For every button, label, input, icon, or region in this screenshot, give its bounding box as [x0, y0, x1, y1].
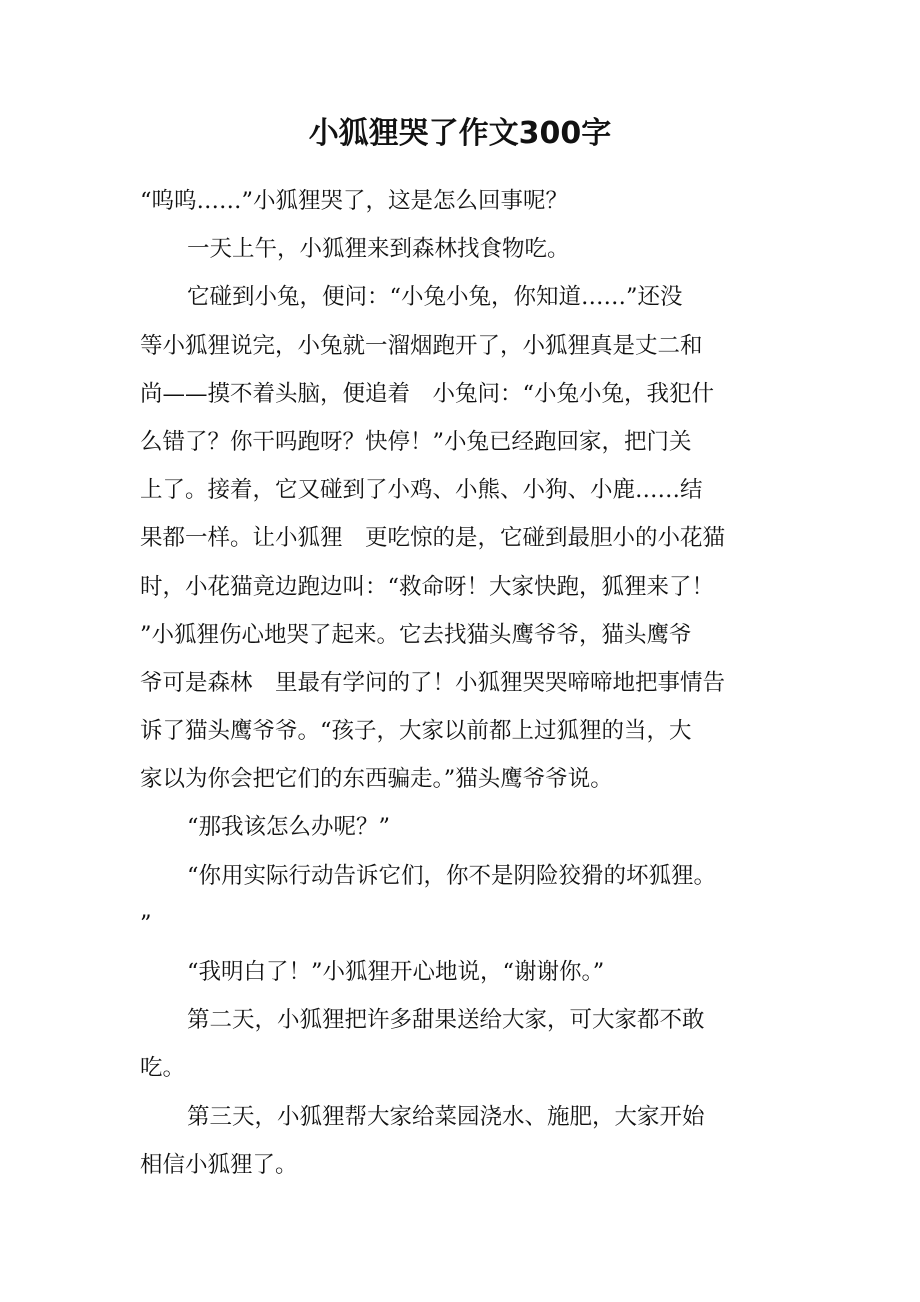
text-line: “呜呜……”小狐狸哭了，这是怎么回事呢？: [140, 188, 569, 214]
text-line: 相信小狐狸了。: [140, 1151, 298, 1178]
text-line: 爷可是森林 里最有学问的了！小狐狸哭哭啼啼地把事情告: [140, 669, 726, 696]
text-line: 一天上午，小狐狸来到森林找食物吃。: [187, 236, 570, 263]
text-line: 时，小花猫竟边跑边叫：“救命呀！大家快跑，狐狸来了！: [140, 573, 715, 600]
document-body: [140, 177, 790, 1189]
text-line: 诉了猫头鹰爷爷。“孩子，大家以前都上过狐狸的当，大: [140, 718, 692, 745]
text-line: “你用实际行动告诉它们，你不是阴险狡猾的坏狐狸。: [187, 862, 717, 889]
text-line: 上了。接着，它又碰到了小鸡、小熊、小狗、小鹿……结: [140, 477, 703, 504]
text-line: 等小狐狸说完，小兔就一溜烟跑开了，小狐狸真是丈二和: [140, 332, 703, 359]
text-line: 尚——摸不着头脑，便追着 小兔问：“小兔小兔，我犯什: [140, 380, 715, 407]
document-title: 小狐狸哭了作文300字: [308, 116, 612, 151]
text-line: 第三天，小狐狸帮大家给菜园浇水、施肥，大家开始: [187, 1103, 705, 1130]
text-line: 第二天，小狐狸把许多甜果送给大家，可大家都不敢: [187, 1007, 705, 1034]
text-line: 家以为你会把它们的东西骗走。”猫头鹰爷爷说。: [140, 766, 613, 793]
text-line: 吃。: [140, 1055, 186, 1082]
text-line: “那我该怎么办呢？”: [187, 814, 391, 841]
text-line: ”小狐狸伤心地哭了起来。它去找猫头鹰爷爷，猫头鹰爷: [140, 621, 692, 648]
text-line: “我明白了！”小狐狸开心地说，“谢谢你。”: [187, 959, 605, 985]
text-line: 果都一样。让小狐狸 更吃惊的是，它碰到最胆小的小花猫: [140, 525, 726, 552]
text-line: 么错了？你干吗跑呀？快停！”小兔已经跑回家，把门关: [140, 428, 692, 455]
text-line: 它碰到小兔，便问：“小兔小兔，你知道……”还没: [187, 284, 683, 311]
text-line: ”: [140, 910, 152, 937]
